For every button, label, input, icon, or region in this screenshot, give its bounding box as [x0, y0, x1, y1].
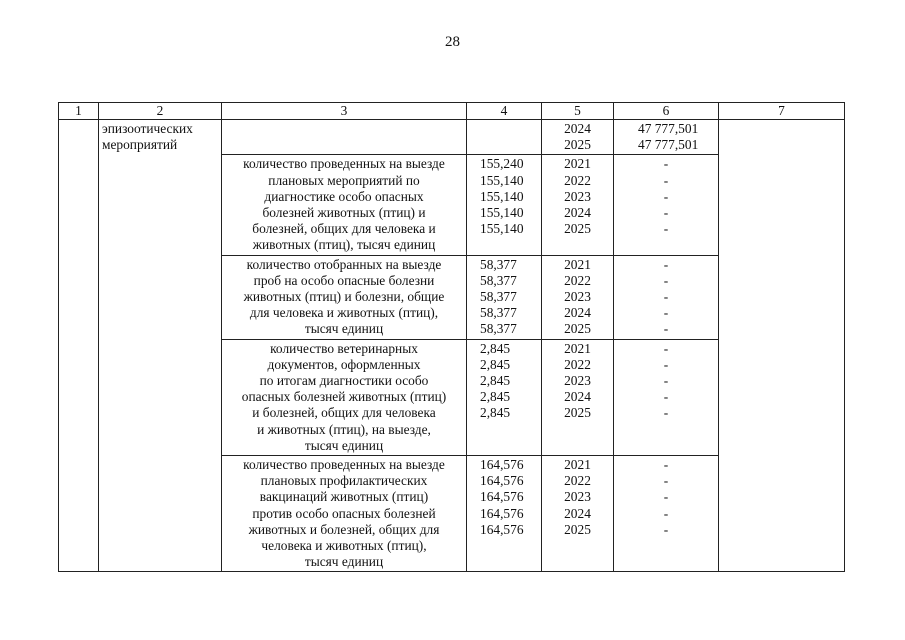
amount: 47 777,501 [638, 137, 699, 153]
indicator-name-line: болезней животных (птиц) и [262, 204, 426, 220]
amount: - [663, 356, 669, 372]
year: 2025 [564, 137, 591, 153]
indicator-name-line: проб на особо опасные болезни [253, 272, 435, 288]
amount: - [663, 204, 669, 220]
column-number-7: 7 [719, 103, 845, 120]
indicator-value-cell [467, 120, 542, 155]
indicator-value: 58,377 [480, 321, 517, 337]
amount: - [663, 340, 669, 356]
column-number-4: 4 [467, 103, 542, 120]
indicator-name-line: и животных (птиц), на выезде, [257, 421, 431, 437]
indicator-name-line: диагностике особо опасных [264, 188, 424, 204]
amount: - [663, 288, 669, 304]
page-number: 28 [445, 34, 460, 50]
year: 2025 [564, 321, 591, 337]
amount: - [663, 221, 669, 237]
year: 2022 [564, 272, 591, 288]
indicator-value: 58,377 [480, 272, 517, 288]
amount: - [663, 389, 669, 405]
year-cell [542, 255, 614, 339]
indicator-name-cell [222, 120, 467, 155]
amount-cell [614, 120, 719, 155]
indicator-name-line: по итогам диагностики особо [259, 373, 429, 389]
table-row [59, 120, 845, 155]
year: 2025 [564, 221, 591, 237]
indicator-value: 164,576 [480, 489, 524, 505]
year: 2021 [564, 256, 591, 272]
indicator-value: 58,377 [480, 256, 517, 272]
year: 2021 [564, 156, 591, 172]
amount: - [663, 457, 669, 473]
indicator-name-line: человека и животных (птиц), [261, 538, 427, 554]
year: 2024 [564, 305, 591, 321]
column-number-row [59, 103, 845, 120]
indicator-name-cell [222, 456, 467, 572]
amount: - [663, 521, 669, 537]
year: 2024 [564, 389, 591, 405]
indicator-value: 2,845 [480, 372, 511, 388]
indicator-value: 2,845 [480, 356, 511, 372]
year: 2024 [564, 505, 591, 521]
column-number-5: 5 [542, 103, 614, 120]
amount: - [663, 321, 669, 337]
year: 2022 [564, 356, 591, 372]
indicator-value: 164,576 [480, 473, 524, 489]
indicator-value-cell [467, 339, 542, 455]
column-number-1: 1 [59, 103, 99, 120]
year-cell [542, 120, 614, 155]
indicator-name-line: плановых профилактических [260, 473, 428, 489]
indicator-name-line: тысяч единиц [304, 437, 384, 453]
col1-cell [59, 120, 99, 572]
indicator-value: 164,576 [480, 457, 524, 473]
indicator-name-cell [222, 255, 467, 339]
indicator-name-line: плановых мероприятий по [268, 172, 420, 188]
indicator-value-cell [467, 155, 542, 255]
indicator-name-line: количество ветеринарных [270, 340, 418, 356]
indicator-value-cell [467, 255, 542, 339]
indicator-name-cell [222, 155, 467, 255]
amount: - [663, 172, 669, 188]
indicator-name-line: животных (птиц) и болезни, общие [243, 289, 445, 304]
indicator-name-line: опасных болезней животных (птиц) [241, 389, 447, 405]
year: 2023 [564, 372, 591, 388]
indicator-name-line: документов, оформленных [267, 356, 421, 372]
column-number-6: 6 [614, 103, 719, 120]
amount-cell [614, 339, 719, 455]
indicator-name-line: количество проведенных на выезде [243, 156, 445, 172]
indicator-value: 155,140 [480, 188, 524, 204]
amount: - [663, 305, 669, 321]
col7-cell [719, 120, 845, 572]
indicator-value: 155,140 [480, 172, 524, 188]
indicator-name-line: количество отобранных на выезде [246, 256, 442, 272]
event-name-line: мероприятий [102, 137, 178, 153]
program-table [58, 102, 845, 572]
indicator-value: 164,576 [480, 505, 524, 521]
column-number-2: 2 [99, 103, 222, 120]
year-cell [542, 456, 614, 572]
year: 2022 [564, 473, 591, 489]
amount: - [663, 405, 669, 421]
indicator-name-cell [222, 339, 467, 455]
indicator-value: 155,140 [480, 221, 524, 237]
amount-cell [614, 456, 719, 572]
indicator-value-cell [467, 456, 542, 572]
event-name-line: эпизоотических [102, 121, 193, 136]
year: 2023 [564, 489, 591, 505]
amount: - [663, 505, 669, 521]
amount: - [663, 489, 669, 505]
indicator-name-line: количество проведенных на выезде [243, 457, 445, 473]
indicator-name-line: для человека и животных (птиц), [249, 305, 439, 321]
amount-cell [614, 155, 719, 255]
event-name-cell [99, 120, 222, 572]
year: 2025 [564, 405, 591, 421]
amount: - [663, 372, 669, 388]
indicator-value: 2,845 [480, 405, 511, 421]
column-number-3: 3 [222, 103, 467, 120]
year: 2024 [564, 121, 591, 136]
amount: - [663, 256, 669, 272]
indicator-value: 155,240 [480, 156, 524, 172]
indicator-name-line: против особо опасных болезней [252, 505, 436, 521]
indicator-name-line: тысяч единиц [304, 554, 384, 570]
amount-cell [614, 255, 719, 339]
amount: - [663, 272, 669, 288]
year: 2023 [564, 288, 591, 304]
indicator-name-line: животных и болезней, общих для [248, 521, 440, 537]
indicator-value: 2,845 [480, 340, 511, 356]
indicator-name-line: болезней, общих для человека и [252, 221, 436, 237]
indicator-name-line: животных (птиц), тысяч единиц [252, 237, 436, 253]
indicator-value: 2,845 [480, 389, 511, 405]
indicator-value: 155,140 [480, 204, 524, 220]
year: 2021 [564, 457, 591, 473]
indicator-value: 58,377 [480, 288, 517, 304]
amount: 47 777,501 [638, 121, 699, 136]
indicator-name-line: тысяч единиц [304, 321, 384, 337]
amount: - [663, 473, 669, 489]
year: 2022 [564, 172, 591, 188]
indicator-value: 164,576 [480, 521, 524, 537]
indicator-name-line: вакцинаций животных (птиц) [259, 489, 429, 505]
year: 2025 [564, 521, 591, 537]
year: 2023 [564, 188, 591, 204]
indicator-name-line: и болезней, общих для человека [252, 405, 436, 421]
amount: - [663, 188, 669, 204]
indicator-value: 58,377 [480, 305, 517, 321]
year-cell [542, 155, 614, 255]
year-cell [542, 339, 614, 455]
amount: - [663, 156, 669, 172]
year: 2021 [564, 340, 591, 356]
year: 2024 [564, 204, 591, 220]
